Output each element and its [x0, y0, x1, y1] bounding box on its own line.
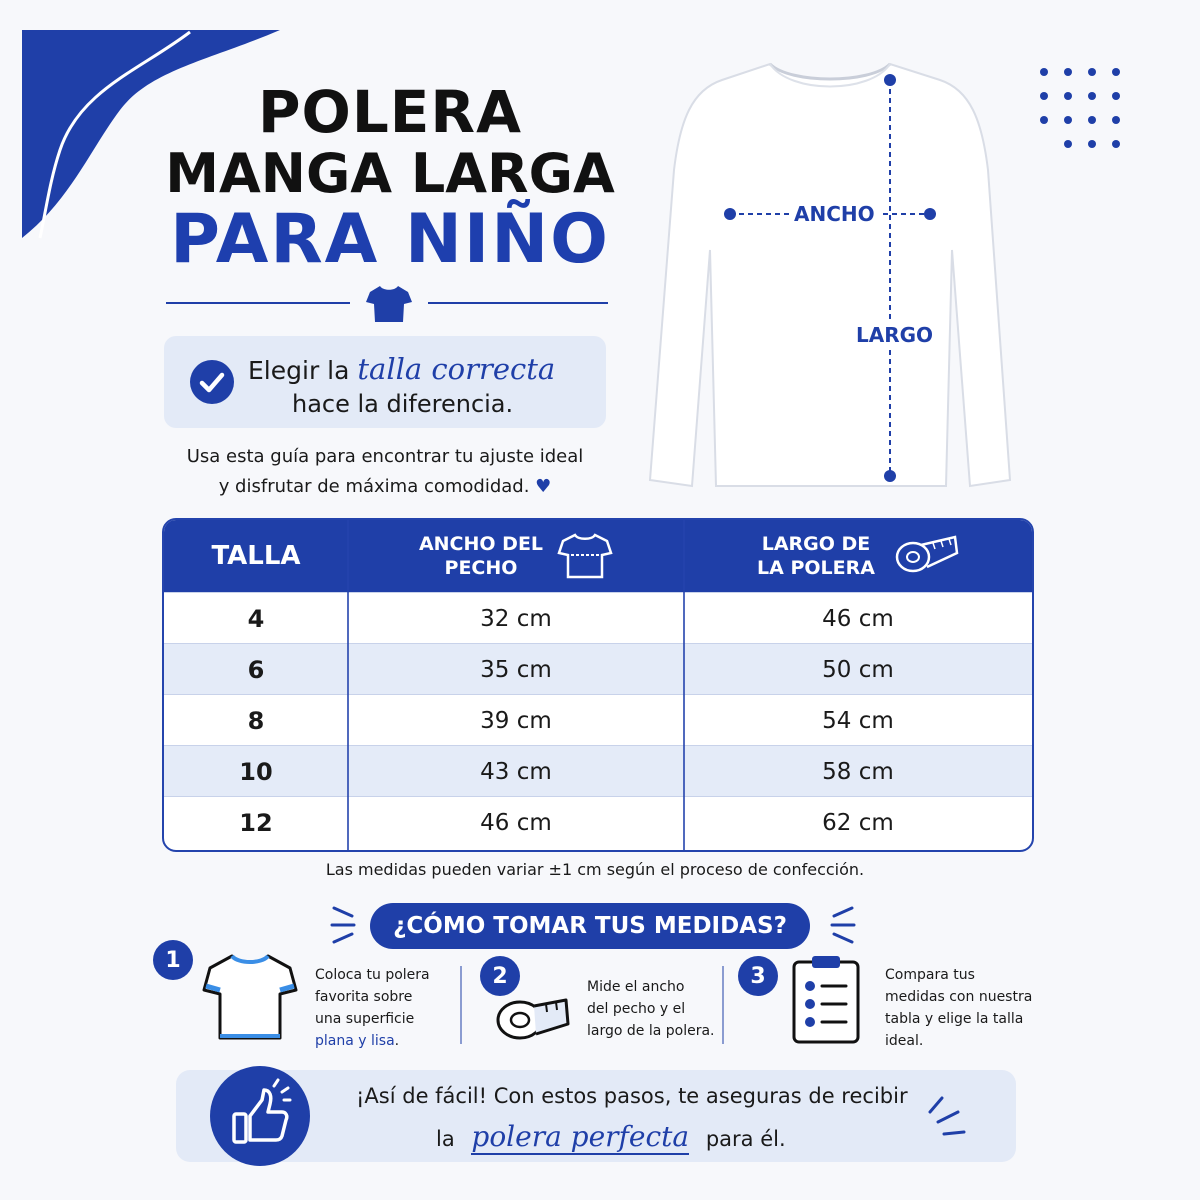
sparkle-footer-icon	[924, 1090, 970, 1140]
sparkle-left-icon	[326, 902, 366, 948]
title-divider-left	[166, 302, 350, 304]
table-header	[164, 520, 1032, 592]
footer-line-1: ¡Así de fácil! Con estos pasos, te aseguras de recibir	[356, 1084, 908, 1108]
header-size: TALLA	[211, 541, 301, 571]
row-chest: 43 cm	[480, 758, 552, 785]
step-divider	[460, 966, 462, 1044]
thumbs-up-icon	[210, 1066, 310, 1166]
measuring-tape-icon	[494, 990, 572, 1046]
subtitle-line-1: Usa esta guía para encontrar tu ajuste ideal	[186, 446, 584, 467]
table-row	[164, 745, 1032, 797]
step-1-badge: 1	[153, 940, 193, 980]
tshirt-icon	[364, 284, 414, 324]
callout-line-1: Elegir la talla correcta	[248, 352, 556, 386]
step-2-text: Mide el ancho del pecho y el largo de la polera.	[587, 979, 715, 1039]
row-length: 58 cm	[822, 758, 894, 785]
width-measure-label: ANCHO	[790, 202, 879, 226]
row-size: 10	[239, 757, 273, 786]
row-length: 54 cm	[822, 707, 894, 734]
step-3-text: Compara tus medidas con nuestra tabla y elige la talla ideal.	[885, 967, 1033, 1049]
row-size: 4	[247, 604, 265, 633]
table-row	[164, 643, 1032, 695]
tape-measure-icon	[893, 533, 959, 579]
subtitle-line-2: y disfrutar de máxima comodidad. ♥	[218, 476, 552, 497]
footer-line-2: la polera perfecta para él.	[436, 1120, 786, 1153]
row-chest: 46 cm	[480, 809, 552, 836]
row-size: 8	[247, 706, 265, 735]
row-length: 50 cm	[822, 656, 894, 683]
folded-tshirt-icon	[202, 950, 298, 1042]
step-3-badge: 3	[738, 956, 778, 996]
table-row	[164, 796, 1032, 848]
row-length: 62 cm	[822, 809, 894, 836]
length-measure-label: LARGO	[856, 323, 934, 347]
measurement-note: Las medidas pueden variar ±1 cm según el proceso de confección.	[325, 860, 865, 879]
row-length: 46 cm	[822, 605, 894, 632]
row-chest: 35 cm	[480, 656, 552, 683]
table-row	[164, 694, 1032, 746]
chest-width-icon	[557, 531, 613, 581]
table-row	[164, 592, 1032, 644]
title-line-3: PARA NIÑO	[170, 200, 610, 279]
how-to-heading: ¿CÓMO TOMAR TUS MEDIDAS?	[370, 903, 810, 949]
size-callout	[164, 336, 606, 428]
row-chest: 39 cm	[480, 707, 552, 734]
column-divider	[683, 520, 685, 850]
check-circle-icon	[190, 360, 234, 404]
decorative-dots	[1036, 64, 1132, 154]
heart-icon: ♥	[535, 476, 552, 497]
title-line-2: MANGA LARGA	[165, 142, 615, 205]
title-line-1: POLERA	[258, 78, 522, 146]
row-chest: 32 cm	[480, 605, 552, 632]
size-table	[162, 518, 1034, 852]
step-1-text: Coloca tu polera favorita sobre una superficie plana y lisa.	[315, 967, 430, 1049]
sparkle-right-icon	[820, 902, 860, 948]
clipboard-checklist-icon	[790, 952, 862, 1046]
long-sleeve-shirt-illustration	[640, 50, 1020, 500]
step-divider	[722, 966, 724, 1044]
header-chest: ANCHO DEL PECHO	[348, 520, 684, 592]
step-2-badge: 2	[480, 956, 520, 996]
row-size: 12	[239, 808, 273, 837]
header-length: LARGO DE LA POLERA	[684, 520, 1032, 592]
callout-line-2: hace la diferencia.	[292, 390, 514, 418]
column-divider	[347, 520, 349, 850]
row-size: 6	[247, 655, 265, 684]
title-divider-right	[428, 302, 608, 304]
